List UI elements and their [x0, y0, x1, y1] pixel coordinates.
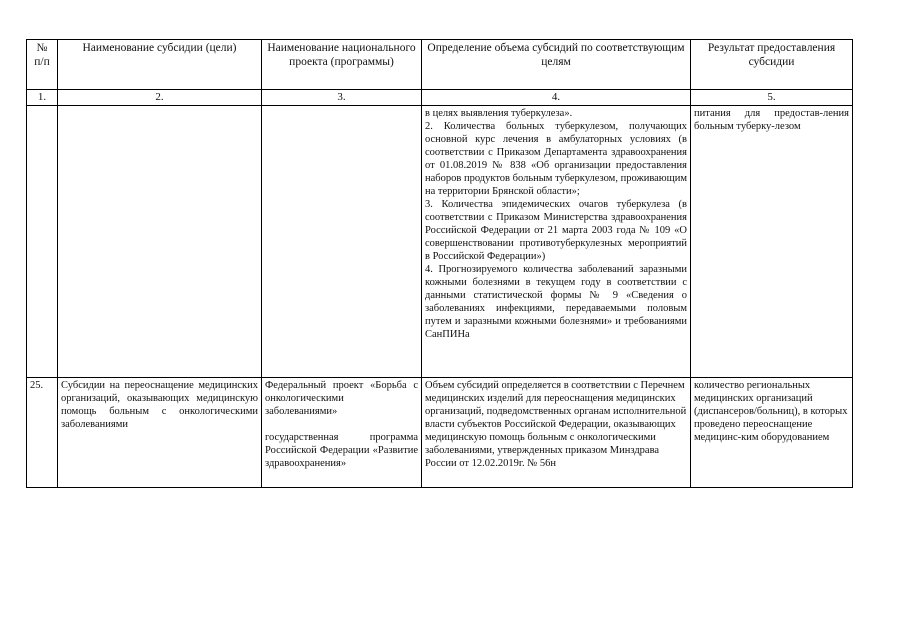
cell-empty	[58, 106, 262, 378]
subsidy-table	[26, 39, 853, 488]
cell-empty	[262, 106, 422, 378]
definition-paragraph: в целях выявления туберкулеза».	[425, 108, 573, 119]
column-numbers-row	[27, 90, 853, 106]
volume-definition-cell	[422, 106, 691, 378]
header-row	[27, 40, 853, 90]
result-cell: количество региональных медицинских организаций (диспансеров/больниц), в которых проведено переоснащение медицинс-ким оборудованием	[691, 378, 853, 488]
table-row-25	[27, 378, 853, 488]
column-number: 4.	[422, 90, 691, 106]
federal-project-text: Федеральный проект «Борьба с онкологическими заболеваниями»	[265, 380, 418, 417]
project-name-cell	[262, 378, 422, 488]
header-volume-definition: Определение объема субсидий по соответствующим целям	[422, 40, 691, 90]
table-row-continuation	[27, 106, 853, 378]
header-project-name: Наименование национального проекта (программы)	[262, 40, 422, 90]
definition-paragraph: 4. Прогнозируемого количества заболеваний заразными кожными болезнями в текущем году в соответствии с данными статистической формы № 9 «Сведения о заболеваниях инфекциями, передаваемыми половым путем и заразными кожными болезнями» и требованиями СанПИНа	[425, 264, 687, 340]
column-number: 1.	[27, 90, 58, 106]
cell-empty	[27, 106, 58, 378]
definition-paragraph: 3. Количества эпидемических очагов туберкулеза (в соответствии с Приказом Министерства здравоохранения Российской Федерации от 21 марта 2003 года № 109 «О совершенствовании противотуберкулезных мероприятий в Российской Федерации»)	[425, 199, 687, 262]
volume-definition-cell: Объем субсидий определяется в соответствии с Перечнем медицинских изделий для переоснащения медицинских организаций, подведомственных органам исполнительной власти субъектов Российской Федерации, оказывающих медицинскую помощь больным с онкологическими заболеваниями, утвержденных приказом Минздрава России от 12.02.2019г. № 56н	[422, 378, 691, 488]
column-number: 3.	[262, 90, 422, 106]
definition-paragraph: 2. Количества больных туберкулезом, получающих основной курс лечения в амбулаторных условиях (в соответствии с Приказом Департамента здравоохранения от 01.08.2019 № 838 «Об организации предоставления наборов продуктов больным туберкулезом, проживающим на территории Брянской области»;	[425, 121, 687, 197]
state-program-text: государственная программа Российской Федерации «Развитие здравоохранения»	[265, 432, 418, 469]
result-cell: питания для предостав-ления больным туберку-лезом	[691, 106, 853, 378]
header-number: № п/п	[27, 40, 58, 90]
column-number: 2.	[58, 90, 262, 106]
subsidy-name-cell: Субсидии на переоснащение медицинских организаций, оказывающих медицинскую помощь больным с онкологическими заболеваниями	[58, 378, 262, 488]
row-number: 25.	[27, 378, 58, 488]
header-subsidy-name: Наименование субсидии (цели)	[58, 40, 262, 90]
column-number: 5.	[691, 90, 853, 106]
header-result: Результат предоставления субсидии	[691, 40, 853, 90]
